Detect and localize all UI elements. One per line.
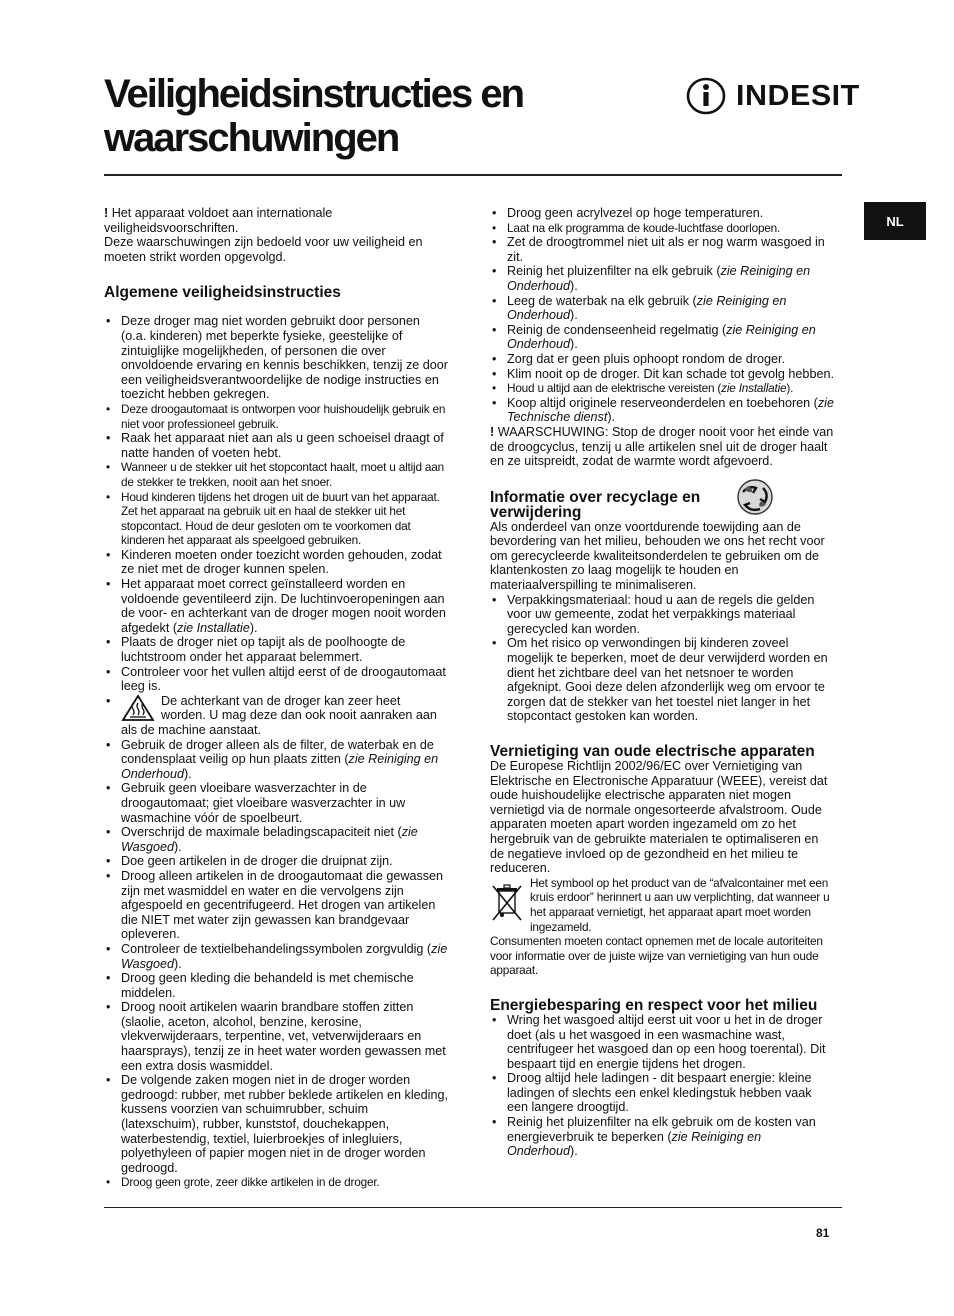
brand-logo: [686, 78, 860, 114]
list-item: • Overschrijd de maximale beladingscapaciteit niet (zie Wasgoed).: [104, 825, 448, 854]
recycle-globe-icon: [730, 476, 780, 516]
list-item: • Droog alleen artikelen in de droogautomaat die gewassen zijn met wasmiddel en water en die vervolgens zijn afgespoeld en gecentrifugeerd. Het drogen van artikelen die NIET met water zijn gewassen kan brandgevaar opleveren.: [104, 869, 448, 942]
cross-reference: zie Installatie: [177, 620, 250, 635]
intro-paragraph-2: Deze waarschuwingen zijn bedoeld voor uw veiligheid en moeten strikt worden opgevolgd.: [104, 235, 423, 264]
section-heading-weee: Vernietiging van oude electrische apparaten: [490, 743, 815, 760]
list-item: • Doe geen artikelen in de droger die druipnat zijn.: [104, 854, 448, 869]
cross-reference: zie Installatie: [721, 381, 787, 396]
weee-symbol-block: [490, 876, 834, 934]
left-column: [104, 206, 448, 1190]
list-item: • Wanneer u de stekker uit het stopcontact haalt, moet u altijd aan de stekker te trekken, nooit aan het snoer.: [104, 460, 448, 489]
list-item: • Deze droogautomaat is ontworpen voor huishoudelijk gebruik en niet voor professioneel gebruik.: [104, 402, 448, 431]
weee-symbol-text: Het symbool op het product van de “afvalcontainer met een kruis erdoor” herinnert u aan uw verplichting, dat wanneer u het apparaat vernietigt, het apparaat apart moet worden ingezameld.: [530, 875, 830, 934]
energy-list: [490, 1013, 834, 1159]
cross-reference: zie Wasgoed: [121, 825, 418, 854]
cross-reference: zie Technische dienst: [507, 395, 834, 425]
hot-surface-warning-icon: [121, 694, 155, 722]
list-item: • Droog nooit artikelen waarin brandbare stoffen zitten (slaolie, aceton, alcohol, benzine, kerosine, vlekverwijderaars, terpentine, vet, vetverwijderaars en haarsprays), tenzij ze in heet water worden gewassen met een extra dosis wasmiddel.: [104, 1000, 448, 1073]
list-item: • Houd kinderen tijdens het drogen uit de buurt van het apparaat. Zet het apparaat na gebruik uit en haal de stekker uit het stopcontact. Houd de deur gesloten om te voorkomen dat kinderen het apparaat als speelgoed gebruiken.: [104, 490, 448, 548]
list-item: • Laat na elk programma de koude-luchtfase doorlopen.: [490, 221, 834, 236]
list-item: • Plaats de droger niet op tapijt als de poolhoogte de luchtstroom onder het apparaat belemmert.: [104, 635, 448, 664]
cross-reference: zie Reiniging en Onderhoud: [507, 264, 811, 293]
recycling-heading-row: [490, 490, 834, 520]
cross-reference: zie Reiniging en Onderhoud: [507, 322, 816, 352]
list-item: • Zorg dat er geen pluis ophoopt rondom de droger.: [490, 352, 834, 367]
language-tab: NL: [864, 202, 926, 240]
list-item: • De volgende zaken mogen niet in de droger worden gedroogd: rubber, met rubber beklede artikelen en kleding, kussens voorzien van schuimrubber, schuim (latexschuim), rubber, kunststof, douchekappen, waterbestendig, textiel, luierbroekjes of inlegluiers, polyethyleen of papier mogen niet in de droger worden gedroogd.: [104, 1073, 448, 1175]
list-item: • Deze droger mag niet worden gebruikt door personen (o.a. kinderen) met beperkte fysieke, geestelijke of zintuiglijke mogelijkheden, of personen die over onvoldoende ervaring en kennis beschikken, tenzij ze door een veiligheidsverantwoordelijke de nodige instructies en toezicht hebben gekregen.: [104, 314, 448, 402]
list-item: • Verpakkingsmateriaal: houd u aan de regels die gelden voor uw gemeente, zodat het verpakkings materiaal gerecycled kan worden.: [490, 593, 834, 637]
warning-paragraph: ! WAARSCHUWING: Stop de droger nooit voor het einde van de droogcyclus, tenzij u alle artikelen snel uit de droger haalt en ze uitspreidt, zodat de warmte wordt afgevoerd.: [490, 424, 834, 469]
list-item: • Controleer de textielbehandelingssymbolen zorgvuldig (zie Wasgoed).: [104, 942, 448, 971]
recycling-list: [490, 593, 834, 724]
list-item: • Reinig het pluizenfilter na elk gebruik (zie Reiniging en Onderhoud).: [490, 264, 834, 293]
list-item: • Raak het apparaat niet aan als u geen schoeisel draagt of natte handen of voeten hebt.: [104, 431, 448, 460]
list-item: • Controleer voor het vullen altijd eerst of de droogautomaat leeg is.: [104, 665, 448, 694]
list-item: • Droog geen acrylvezel op hoge temperaturen.: [490, 206, 834, 221]
list-item: • Leeg de waterbak na elk gebruik (zie Reiniging en Onderhoud).: [490, 294, 834, 323]
list-item: • De achterkant van de droger kan zeer heet worden. U mag deze dan ook nooit aanraken aan als de machine aanstaat.: [104, 694, 448, 738]
section-heading-energy: Energiebesparing en respect voor het milieu: [490, 996, 818, 1014]
cross-reference: zie Reiniging en Onderhoud: [507, 1129, 762, 1159]
intro-paragraph: ! Het apparaat voldoet aan internationale veiligheidsvoorschriften.: [104, 206, 333, 235]
section-heading-general: Algemene veiligheidsinstructies: [104, 284, 341, 302]
crossed-out-wheelie-bin-icon: [490, 882, 524, 926]
list-item: • Gebruik geen vloeibare wasverzachter in de droogautomaat; giet vloeibare wasverzachter in uw wasmachine vóór de spoelbeurt.: [104, 781, 448, 825]
right-column: [490, 206, 834, 1159]
page-number: 81: [816, 1226, 830, 1240]
recycling-intro: Als onderdeel van onze voortdurende toewijding aan de bevordering van het milieu, behouden we ons het recht voor om gerecycleerde kwaliteitsonderdelen te gebruiken om de klantenkosten zo laag mogelijk te houden en materiaalverspilling te minimaliseren.: [490, 519, 825, 593]
list-item: • Gebruik de droger alleen als de filter, de waterbak en de condensplaat veilig op hun plaats zitten (zie Reiniging en Onderhoud).: [104, 738, 448, 782]
list-item: • Wring het wasgoed altijd eerst uit voor u het in de droger doet (als u het wasgoed in een wasmachine wast, centrifugeer het wasgoed dan op een hoog toerental). Dit bespaart tijd en energie tijdens het drogen.: [490, 1013, 834, 1071]
indesit-logo-icon: [686, 77, 730, 115]
footer-divider: [104, 1207, 842, 1208]
section-heading-recycling: Informatie over recyclage en verwijdering: [490, 488, 701, 521]
list-item: • Kinderen moeten onder toezicht worden gehouden, zodat ze niet met de droger kunnen spelen.: [104, 548, 448, 577]
general-safety-list: [104, 314, 448, 1190]
list-item: • Droog geen grote, zeer dikke artikelen in de droger.: [104, 1175, 448, 1190]
list-item: • Het apparaat moet correct geïnstalleerd worden en voldoende geventileerd zijn. De luchtinvoeropeningen aan de voor- en achterkant van de droger mogen nooit worden afgedekt (zie Installatie).: [104, 577, 448, 635]
list-item: • Reinig het pluizenfilter na elk gebruik om de kosten van energieverbruik te beperken (zie Reiniging en Onderhoud).: [490, 1115, 834, 1159]
weee-paragraph: De Europese Richtlijn 2002/96/EC over Vernietiging van Elektrische en Electronische Apparatuur (WEEE), vereist dat oude huishoudelijke electrische apparaten niet mogen vernietigd via de normale ongesorteerde afvalstroom. Oude apparaten moeten apart worden ingezameld om zo het hergebruik van de gebruikte materialen te optimaliseren en de negatieve invloed op de gezondheid en het milieu te reduceren.: [490, 759, 828, 876]
cross-reference: zie Reiniging en Onderhoud: [121, 752, 439, 781]
header-divider: [104, 174, 842, 176]
weee-consumer-text: Consumenten moeten contact opnemen met de locale autoriteiten voor informatie over de juiste wijze van vernietiging van hun oude apparaat.: [490, 934, 823, 978]
list-item: • Droog altijd hele ladingen - dit bespaart energie: kleine ladingen of slechts een enkel kledingstuk hebben vaak een langere droogtijd.: [490, 1071, 834, 1115]
cross-reference: zie Wasgoed: [121, 941, 448, 971]
list-item: • Koop altijd originele reserveonderdelen en toebehoren (zie Technische dienst).: [490, 396, 834, 425]
list-item: • Om het risico op verwondingen bij kinderen zoveel mogelijk te beperken, moet de deur verwijderd worden en dient het zichtbare deel van het netsnoer te worden afgeknipt. Gooi deze delen afzonderlijk weg om ervoor te zorgen dat de stekker van het toestel niet langer in het stopcontact gestoken kan worden.: [490, 636, 834, 724]
list-item: • Reinig de condenseenheid regelmatig (zie Reiniging en Onderhoud).: [490, 323, 834, 352]
page-title: Veiligheidsinstructies en waarschuwingen: [104, 72, 524, 160]
list-item: • Droog geen kleding die behandeld is met chemische middelen.: [104, 971, 448, 1000]
cross-reference: zie Reiniging en Onderhoud: [507, 293, 787, 323]
safety-list-continued: [490, 206, 834, 425]
warning-mark: !: [104, 206, 109, 220]
list-item: • Klim nooit op de droger. Dit kan schade tot gevolg hebben.: [490, 367, 834, 382]
list-item: • Zet de droogtrommel niet uit als er nog warm wasgoed in zit.: [490, 235, 834, 264]
brand-name: INDESIT: [736, 79, 860, 112]
warning-mark: !: [490, 424, 495, 439]
list-item: • Houd u altijd aan de elektrische vereisten (zie Installatie).: [490, 381, 834, 396]
